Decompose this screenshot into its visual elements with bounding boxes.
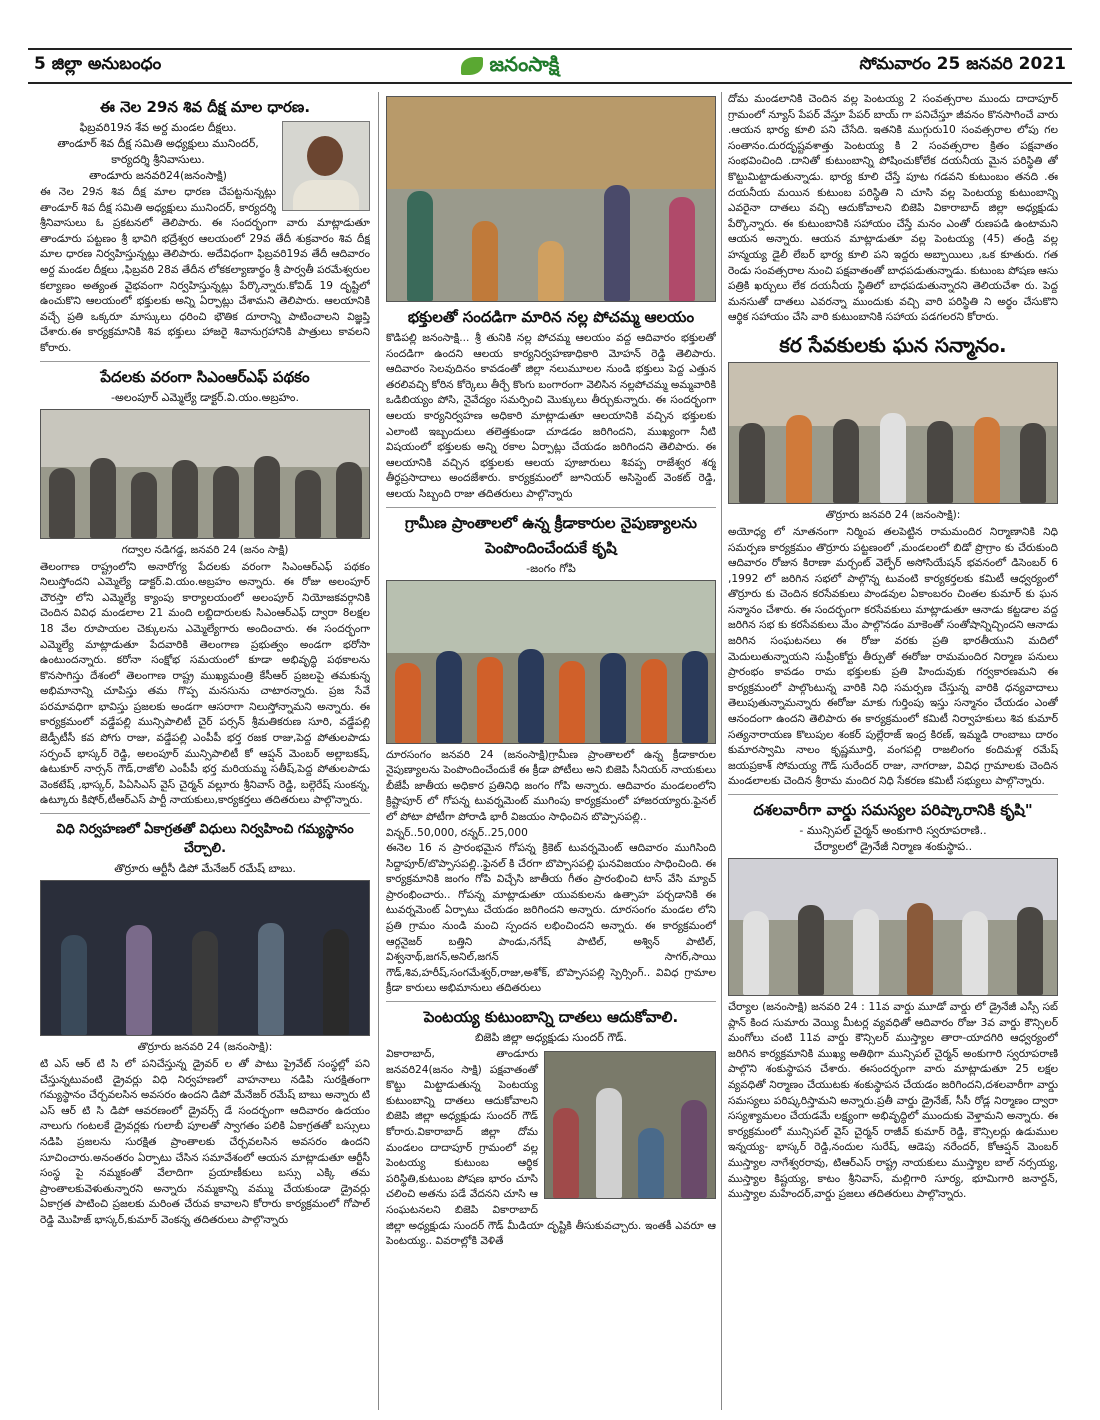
article-body: తెలంగాణ రాష్ట్రంలోని అనారోగ్య పేదలకు వరంగా సిఎంఆర్ఎఫ్ పథకం నిలుస్తోందని ఎమ్మెల్యే డాక్టర్.వి.యం.అబ్రహం అన్నారు. ఈ రోజు అలంపూర్ చౌరస్తా లోని ఎమ్మెల్యే క్యాంపు కార్యాలయంలో అలంపూర్ నియోజకవర్గానికి చెందిన వివిధ మండలాల 21 మంది లబ్దిదారులకు సిఎంఆర్ఎఫ్ ద్వారా 8లక్షల 18 వేల రూపాయల చెక్కులను ఎమ్మెల్యేగారు అందించారు. ఈ సందర్భంగా ఎమ్మెల్యే మాట్లాడుతూ పేదవారికి తెలంగాణ ప్రభుత్వం అండగా భరోసా ఉంటుందన్నారు. కరోనా సంక్షోభ సమయంలో కూడా అభివృద్ధి పథకాలను కొనసాగిస్తు దేశంలో తెలంగాణ రాష్ట్ర ముఖ్యమంత్రి కేసీఆర్ ప్రజలపై తమకున్న అభిమానాన్ని చూపిస్తు తమ గొప్ప మనసును చాటారన్నారు. ప్రజ సేవే పరమావధిగా భావిస్తు ప్రజలకు అండగా ఆసరాగా నిలుస్తోన్నామని అన్నారు. ఈ కార్యక్రమంలో వడ్డేపల్లి మున్సిపాలిటీ చైర్ పర్సన్ శ్రీమతికరుణ సూరి, వడ్డేపల్లి జెడ్పీటీసీ కవ పోగు రాజు, వడ్డేపల్లి ఎంపీపీ భర్త రజక రాజు,పెద్ద పోతులపాడు సర్పంచ్ భాస్కర్ రెడ్డి, అలంపూర్ మున్సిపాలిటీ కో ఆప్షన్ మెంబర్ అల్లాబకష్, ఉటుకూర్ నార్సన్ గౌడ్,రాజోలి ఎంపీపీ భర్త మరియమ్మ సతీష్,పెద్ద పోతులపాడు వెంకటేష్ ,భాస్కర్, పిఏసిఎస్ వైస్ చైర్మన్ వల్లూరు శ్రీనివాస్ రెడ్డి, బల్గెరేష్ సుంకన్న, ఉట్కూరు కిషోర్,టీఆర్ఎస్ పార్టీ నాయకులు,కార్యకర్తలు తదితరులు పాల్గొన్నారు. — [40, 560, 370, 807]
article-subhead: - మున్సిపల్ చైర్మన్ అంకుగారి స్వరూపరాణి.. — [799, 824, 987, 837]
article-body: దూరసంగం జనవరి 24 (జనంసాక్షి)గ్రామీణ ప్రాంతాలలో ఉన్న క్రీడాకారుల నైపుణ్యాలను పెంపొందించేందుకే ఈ క్రీడా పోటీలు అని బిజెపి సీనియర్ నాయకులు బీజేపీ జాతీయ అధికార ప్రతినిధి జంగం గోపి అన్నారు. ఆదివారం మండలంలోని క్రిష్టాపూర్ లో గోపన్న టువర్నమెంట్ ముగింపు కార్యక్రమంలో హాజరయ్యారు.ఫైనల్ లో పోటా పోటీగా పోరాడి భారీ విజయం సాధించిన బొప్పాసపల్లి.. — [386, 748, 716, 823]
issue-date: సోమవారం 25 జనవరి 2021 — [859, 54, 1066, 74]
article-subhead: తొర్రూరు ఆర్టీసీ డిపో మేనేజర్ రమేష్ బాబు. — [114, 862, 296, 876]
newspaper-name: జనంసాక్షి — [489, 51, 560, 76]
column-1 — [40, 92, 370, 1410]
article-headline: దశలవారీగా వార్డు సమస్యల పరిష్కారానికి కృషి" — [753, 801, 1033, 819]
article-headline: విధి నిర్వహణలో ఏకాగ్రతతో విధులు నిర్వహించి గమ్యస్థానం చేర్చాలి. — [56, 822, 354, 857]
leaf-icon — [461, 57, 483, 75]
divider — [40, 361, 370, 362]
article-headline: పెంటయ్య కుటుంబాన్ని దాతలు ఆదుకోవాలి. — [423, 1008, 679, 1027]
article-body: అయోధ్య లో నూతనంగా నిర్మింప తలపెట్టిన రామమందిర నిర్మాణానికి నిధి సమర్పణ కార్యక్రమం తొర్రూరు పట్టణంలో ,మండలంలో బిడో ప్రొగ్రాం కు చేరుకుంది ఆదివారం రోజున కిరాణా మర్చంట్ వెల్ఫేర్ అసోసియేషన్ భవనంలో డిసెంబర్ 6 ,1992 లో జరిగిన సభలో పాల్గొన్న టువంటి కార్యకర్తలకు కమిటీ ఆధ్వర్యంలో తొర్రూరు కు చెందిన కరసేవకులు పాండవుల ఏకాంబరం చింతల కుమార్ కు ఘన సన్మానం చేశారు. ఈ సందర్భంగా కరసేవకులు మాట్లాడుతూ ఆనాడు కట్టడాల వద్ద జరిగిన సభ కు కరసేవకులు మేం పాల్గొనడం మాకెంతో సంతోషాన్నిచ్చిందని ఆనాడు జరిగిన సంఘటనలు ఈ రోజు వరకు ప్రతి భారతీయుని మదిలో మెదులుతున్నాయని సుప్రీంకోర్టు తీర్పుతో ఈరోజు రామమందిర నిర్మాణ పనులు ప్రారంభం కావడం రామ భక్తులకు ప్రతి హిందువుకు గర్వకారణమని ఈ కార్యక్రమంలో పాల్గొంటున్న వారికి నిధి సమర్పణ చేస్తున్న వారికి ధన్యవాదాలు తెలుపుతున్నామన్నారు ఈరోజు మాకు గుర్తింపు ఇస్తు సన్మానం చేయడం ఎంతో ఆనందంగా ఉందని తెలిపారు ఈ కార్యక్రమంలో కమిటీ నిర్వాహకులు శివ కుమార్ సత్యనారాయణ కొలుపుల శంకర్ పుల్లేరాజ్ ఇంద్ర కిరణ్, ఇమ్మడి రాంబాబు దారం కుమారస్వామి నాలం కృష్ణమూర్తి, వంగపల్లి రాజలింగం కందిమళ్ల రమేష్ జయప్రకాశ్ సోమయ్య గౌడ్ సురేందర్ రాజు, నాగరాజు, వివిధ గ్రామాలకు చెందిన మండలాలకు చెందిన శ్రీరామ మందిర నిధి సేకరణ కమిటీ సభ్యులు పాల్గొన్నారు. — [728, 525, 1058, 788]
divider — [386, 507, 716, 508]
cricket-team-photo — [386, 580, 716, 744]
article-body: టి ఎస్ ఆర్ టి సి లో పనిచేస్తున్న డ్రైవర్ ల తో పాటు ప్రైవేట్ సంస్థల్లో పని చేస్తున్నటువంటి డ్రైవర్లు విధి నిర్వహణలో వాహనాలు నడిపి సురక్షితంగా గమ్యస్థానం చేర్చవలసిన అవసరం ఉందని డిపో మేనేజర్ రమేష్ బాబు అన్నారు టి ఎస్ ఆర్ టి సి డిపో ఆవరణంలో డ్రైవర్స్ డే సందర్భంగా ఆదివారం ఉదయం నాలుగు గంటలకే డ్రైవర్లకు గులాబీ పూలతో స్వాగతం పలికి ఏకాగ్రతతో బస్సులు నడిపి ప్రజలను సురక్షిత ప్రాంతాలకు చేర్చవలసిన అవసరం ఉందని సూచించారు.అనంతరం ఏర్పాటు చేసిన సమావేశంలో ఆయన మాట్లాడుతూ ఆర్టీసీ సంస్థ పై నమ్మకంతో వేలాదిగా ప్రయాణీకులు బస్సు ఎక్కి తమ ప్రాంతాలకువెళుతున్నారని అన్నారు నమ్మకాన్ని వమ్ము చేయకుండా డ్రైవర్లు ఏకాగ్రత పాటించి ప్రజలకు మరింత చేరువ కావాలని కోరారు కార్యక్రమంలో గోపాల్ రెడ్డి మొహిజ్ భాస్కర్,కుమార్ వెంకన్న తదితరులు పాల్గొన్నారు — [40, 1058, 370, 1226]
column-3 — [728, 92, 1058, 1410]
article-headline: కర సేవకులకు ఘన సన్మానం. — [779, 332, 1007, 357]
article-subhead: కార్యదర్శి శ్రీనివాసులు. — [111, 153, 205, 166]
page-label: 5 జిల్లా అనుబంధం — [34, 54, 162, 74]
foundation-stone-photo — [728, 858, 1058, 996]
column-divider — [721, 92, 722, 1410]
portrait-photo — [282, 121, 370, 211]
article-headline: గ్రామీణ ప్రాంతాలలో ఉన్న క్రీడాకారుల నైపుణ్యాలను — [405, 513, 697, 532]
article-body: ఈ నెల 29న శివ దీక్ష మాల ధారణ చేపట్టనున్నట్లు తాండూర్ శివ దీక్ష సమితి అధ్యక్షులు మునిందర్, కార్యదర్శి శ్రీనివాసులు ఓ ప్రకటనలో తెలిపారు. ఈ సందర్భంగా వారు మాట్లాడుతూ తాండూరు పట్టణం శ్రీ భావిగి భద్రేశ్వర ఆలయంలో 29వ తేదీ శుక్రవారం శివ దీక్ష మాల ధారణ నిర్వహిస్తున్నట్లు తెలిపారు. అదేవిధంగా ఫిబ్రవరి19వ తేదీ ఆదివారం అర్ద మండల దీక్షలు ,ఫిబ్రవరి 28వ తేదీన లోకకల్యాణార్థం శ్రీ పార్వతీ పరమేశ్వరుల కల్యాణం అత్యంత వైభవంగా నిర్వహిస్తున్నట్లు పేర్కొన్నారు.కోవిడ్ 19 దృష్టిలో ఉంచుకొని ఆలయంలో భక్తులకు అన్ని ఏర్పాట్లు చేశామని తెలిపారు. ఆలయానికి వచ్చే ప్రతి ఒక్కరూ మాస్కులు ధరించి భౌతిక దూరాన్ని పాటించాలని విజ్ఞప్తి చేశారు.ఈ కార్యక్రమానికి శివ భక్తులు హాజరై శివానుగ్రహానికి పాత్రులు కావలని కోరారు. — [40, 186, 370, 354]
group-photo — [40, 409, 370, 539]
article-subhead: చేర్యాలలో డ్రైనేజీ నిర్మాణ శంకుస్థాప.. — [813, 840, 973, 853]
article-subhead: ఫిబ్రవరి19న శేవ అర్ద మండల దీక్షలు. — [79, 121, 237, 134]
dateline: తాండూరు జనవరి24(జనంసాక్షి) — [89, 169, 227, 182]
photo-caption: గద్వాల నడిగడ్డ, జనవరి 24 (జనం సాక్షి) — [121, 543, 289, 556]
temple-photo — [386, 96, 716, 302]
article-headline: భక్తులతో సందడిగా మారిన నల్ల పోచమ్మ ఆలయం — [407, 308, 695, 326]
newspaper-logo — [461, 52, 559, 81]
dateline: తొర్రూరు జనవరి 24 (జనంసాక్షి): — [825, 508, 961, 521]
article-body: వికారాబాద్, తాండూరు జనవరి24(జనం సాక్షి) పక్షవాతంతో కొట్టు మిట్టాడుతున్న పెంటయ్య కుటుంబాన్ని దాతలు ఆదుకోవాలని బిజెపి జిల్లా అధ్యక్షుడు సుందర్ గౌడ్ కోరారు.వికారాబాద్ జిల్లా దోమ మండలం దాదాపూర్ గ్రామంలో వల్ల పెంటయ్య కుటుంబ ఆర్థిక పరిస్థితి,కుటుంబ పోషణ భారం చూసి చలించి అతను పడే వేదనని చూసి ఆ సంఘటనలని బిజెపి వికారాబాద్ జిల్లా అధ్యక్షుడు సుందర్ గౌడ్ మీడియా దృష్టికి తీసుకువచ్చారు. ఇంతకీ ఎవరూ ఆ పెంటయ్య.. వివరాల్లోకి వెళితే — [386, 1048, 716, 1248]
night-photo — [40, 880, 370, 1036]
column-divider — [378, 92, 379, 1410]
felicitation-photo — [728, 362, 1058, 504]
article-subhead: -అలంపూర్ ఎమ్మెల్యే డాక్టర్.వి.యం.అబ్రహం. — [111, 390, 299, 404]
divider — [728, 794, 1058, 795]
family-photo — [544, 1051, 716, 1199]
article-body: చేర్యాల (జనంసాక్షి) జనవరి 24 : 11వ వార్డు మూడో వార్డు లో డ్రైనేజీ ఎస్సీ సబ్ ప్లాన్ కింద సుమారు వెయ్యి మీటర్ల వ్యవధితో ఆదివారం రోజు 3వ వార్డు కౌన్సిలర్ మంగోలు చంటి 11వ వార్డు కౌన్సిలర్ ముస్త్యాల తారా-యాదగిరి ఆధ్వర్యంలో జరిగిన కార్యక్రమానికి ముఖ్య అతిథిగా మున్సిపల్ చైర్మన్ అంకుగారి స్వరూపరాణి పాల్గొని శంకుస్థాపన చేశారు. ఈసందర్భంగా వారు మాట్లాడుతూ 25 లక్షల వ్యవధితో నిర్మాణం చేయుటకు శంకుస్థాపన చేయడం జరిగిందని,దశలవారీగా వార్డు సమస్యలు పరిష్కరిస్తామని అన్నారు.ప్రతీ వార్డు డ్రైనేజ్, సీసీ రోడ్ల నిర్మాణం ద్వారా సస్యశ్యామలం చేయడమే లక్ష్యంగా అభివృద్ధిలో ముందుకు వెళ్తామని అన్నారు. ఈ కార్యక్రమంలో మున్సిపల్ వైస్ చైర్మన్ రాజీవ్ కుమార్ రెడ్డి, కౌన్సిలర్లు ఉడుముల ఇన్నయ్య- భాస్కర్ రెడ్డి,నందుల సురేష్, ఆడెపు నరేందర్, కోఆప్షన్ మెంబర్ ముస్త్యాల నాగేశ్వరరావు, టిఆర్ఎస్ రాష్ట్ర నాయకులు ముస్త్యాల బాల్ నర్సయ్య, ముస్త్యాల కిష్టయ్య, కాటం శ్రీనివాస్, మల్లిగారి సూర్య, భూమిగారి జనార్దన్, ముస్త్యాల మహేందర్,వార్డు ప్రజలు తదితరులు పాల్గొన్నారు. — [728, 1001, 1058, 1201]
divider — [386, 1001, 716, 1002]
article-headline: పెంపొందించేందుకే కృషి — [485, 538, 617, 557]
article-body: దోమ మండలానికి చెందిన వల్ల పెంటయ్య 2 సంవత్సరాల ముందు దాదాపూర్ గ్రామంలో న్యూస్ పేపర్ వేస్తూ పేపర్ బాయ్ గా పనిచేస్తూ జీవనం కొనసాగించే వారు .ఆయన భార్య కూలి పని చేసేది. ఇతనికి ముగ్గురు10 సంవత్సరాల లోపు గల సంతానం.దురదృష్టవశాత్తు పెంటయ్య కి 2 సంవత్సరాల క్రితం పక్షవాతం సంభవించింది .దానితో కుటుంబాన్ని పోషించుకోలేక దయనీయ మైన పరిస్థితి తో కొట్టుమిట్టాడుతున్నాడు. భార్య కూలి చేస్తే పూట గడవని కుటుంబం తనది .ఈ దయనీయ మయిన కుటుంబ పరిస్థితి ని చూసి వల్ల పెంటయ్య కుటుంబాన్ని ఎవరైనా దాతలు వచ్చి ఆదుకోవాలని బిజెపి వికారాబాద్ జిల్లా అధ్యక్షుడు పేర్కొన్నారు. ఈ కుటుంబానికి సహాయం చేస్తే మనం ఎంతో రుణపడి ఉంటామని ఆయన అన్నారు. ఆయన మాట్లాడుతూ వల్ల పెంటయ్య (45) తండ్రి వల్ల హన్మయ్య డైలీ లేబర్ భార్య కూలి పని ఇద్దరు అబ్బాయిలు ,ఒక కూతురు. గత రెండు సంవత్సరాల నుంచి పక్షవాతంతో బాధపడుతున్నాడు. కుటుంబ పోషణ ఆసు పత్రికి ఖర్చులు లేక దయనీయ స్థితిలో బాధపడుతున్నారని తెలియచేశా రు. పెద్ద మనసుతో దాతలు ఎవరన్నా ముందుకు వచ్చి వారి పరిస్థితి ని అర్థం చేసుకొని ఆర్థిక సహాయం చేసి వారి కుటుంబానికి సహాయ పడగలరని కోరారు. — [728, 93, 1058, 324]
article-headline: పేదలకు వరంగా సిఎంఆర్ఎఫ్ పథకం — [100, 367, 310, 386]
article-body: కొడిపల్లి జనంసాక్షి... శ్రీ తునికి నల్ల పోచమ్మ ఆలయం వద్ద ఆదివారం భక్తులతో సందడిగా ఉందని ఆలయ కార్యనిర్వహణాధికారి మోహన్ రెడ్డి తెలిపారు. ఆదివారం సెలవుదినం కావడంతో జిల్లా నలుమూలల నుండి భక్తులు పెద్ద ఎత్తున తరలివచ్చి కోరిన కోర్కెలు తీర్చే కొంగు బంగారంగా వెలిసిన నల్లపోచమ్మ అమ్మవారికి ఒడిబియ్యం పోసి, నైవేద్యం సమర్పించి మొక్కులు తీర్చుకున్నారు. ఈ సందర్భంగా ఆలయ కార్యనిర్వహణ అధికారి మాట్లాడుతూ ఆలయానికి వచ్చిన భక్తులకు ఎలాంటి ఇబ్బందులు తలెత్తకుండా చూడడం జరిగిందని, ముఖ్యంగా నీటి విషయంలో భక్తులకు అన్ని రకాల ఏర్పాట్లు చేయడం జరిగిందని తెలిపారు. ఈ ఆలయానికి వచ్చిన భక్తులకు ఆలయ పూజారులు శివప్ప రాజేశ్వర శర్మ తీర్థప్రసాదాలు అందజేశారు. కార్యక్రమంలో జూనియర్ అసిస్టెంట్ వెంకట్ రెడ్డి, ఆలయ సిబ్బంది రాజు తదితరులు పాల్గొన్నారు — [386, 332, 716, 500]
article-headline: ఈ నెల 29న శివ దీక్ష మాల ధారణ. — [99, 98, 311, 116]
article-subhead: బిజెపి జిల్లా అధ్యక్షుడు సుందర్ గౌడ్. — [474, 1031, 628, 1045]
divider — [40, 813, 370, 814]
dateline: తొర్రూరు జనవరి 24 (జనంసాక్షి): — [137, 1041, 273, 1054]
article-body: ఈనెల 16 న ప్రారంభమైన గోపన్న క్రికెట్ టువర్నమెంట్ ఆదివారం ముగిసింది సిద్దాపూర్/బొప్పాసపల్లి..ఫైనల్ కి చేరగా బొప్పాసపల్లి ఘనవిజయం సాధించింది. ఈ కార్యక్రమానికి జంగం గోపి విచ్చేసి జాతీయ గీతం ప్రారంభించి టాస్ వేసి మ్యాచ్ ప్రారంభించారు.. గోపన్న మాట్లాడుతూ యువకులను ఉత్సాహ పర్చడానికి ఈ టువర్నమెంట్ ఏర్పాటు చేయడం జరిగిందని అన్నారు. దూరసంగం మండల లోని ప్రతి గ్రామం నుండి మంచి స్పందన లభించిందని అన్నారు. ఈ కార్యక్రమంలో ఆర్గనైజర్ బత్తిని పాండు,నగేష్ పాటిల్, అశ్విన్ పాటిల్, విశ్వనాథ్,జగన్,అనిల్,జగన్ సాగర్,సాయి గౌడ్,శివ,హరీష్,సంగమేశ్వర్,రాజు,అశోక్, బొప్పాసపల్లి స్పెర్సింగ్.. వివిధ గ్రామాల క్రీడా కారులు అభిమానులు తదితరులు — [386, 842, 716, 995]
prize-line: విన్నర్..50,000, రన్నర్..25,000 — [386, 826, 528, 839]
column-2 — [386, 92, 716, 1410]
article-subhead: తాండూర్ శివ దీక్ష సమితి అధ్యక్షులు మునిందర్, — [57, 137, 259, 150]
article-subhead: -జంగం గోపి — [526, 561, 576, 575]
masthead — [28, 48, 1072, 84]
